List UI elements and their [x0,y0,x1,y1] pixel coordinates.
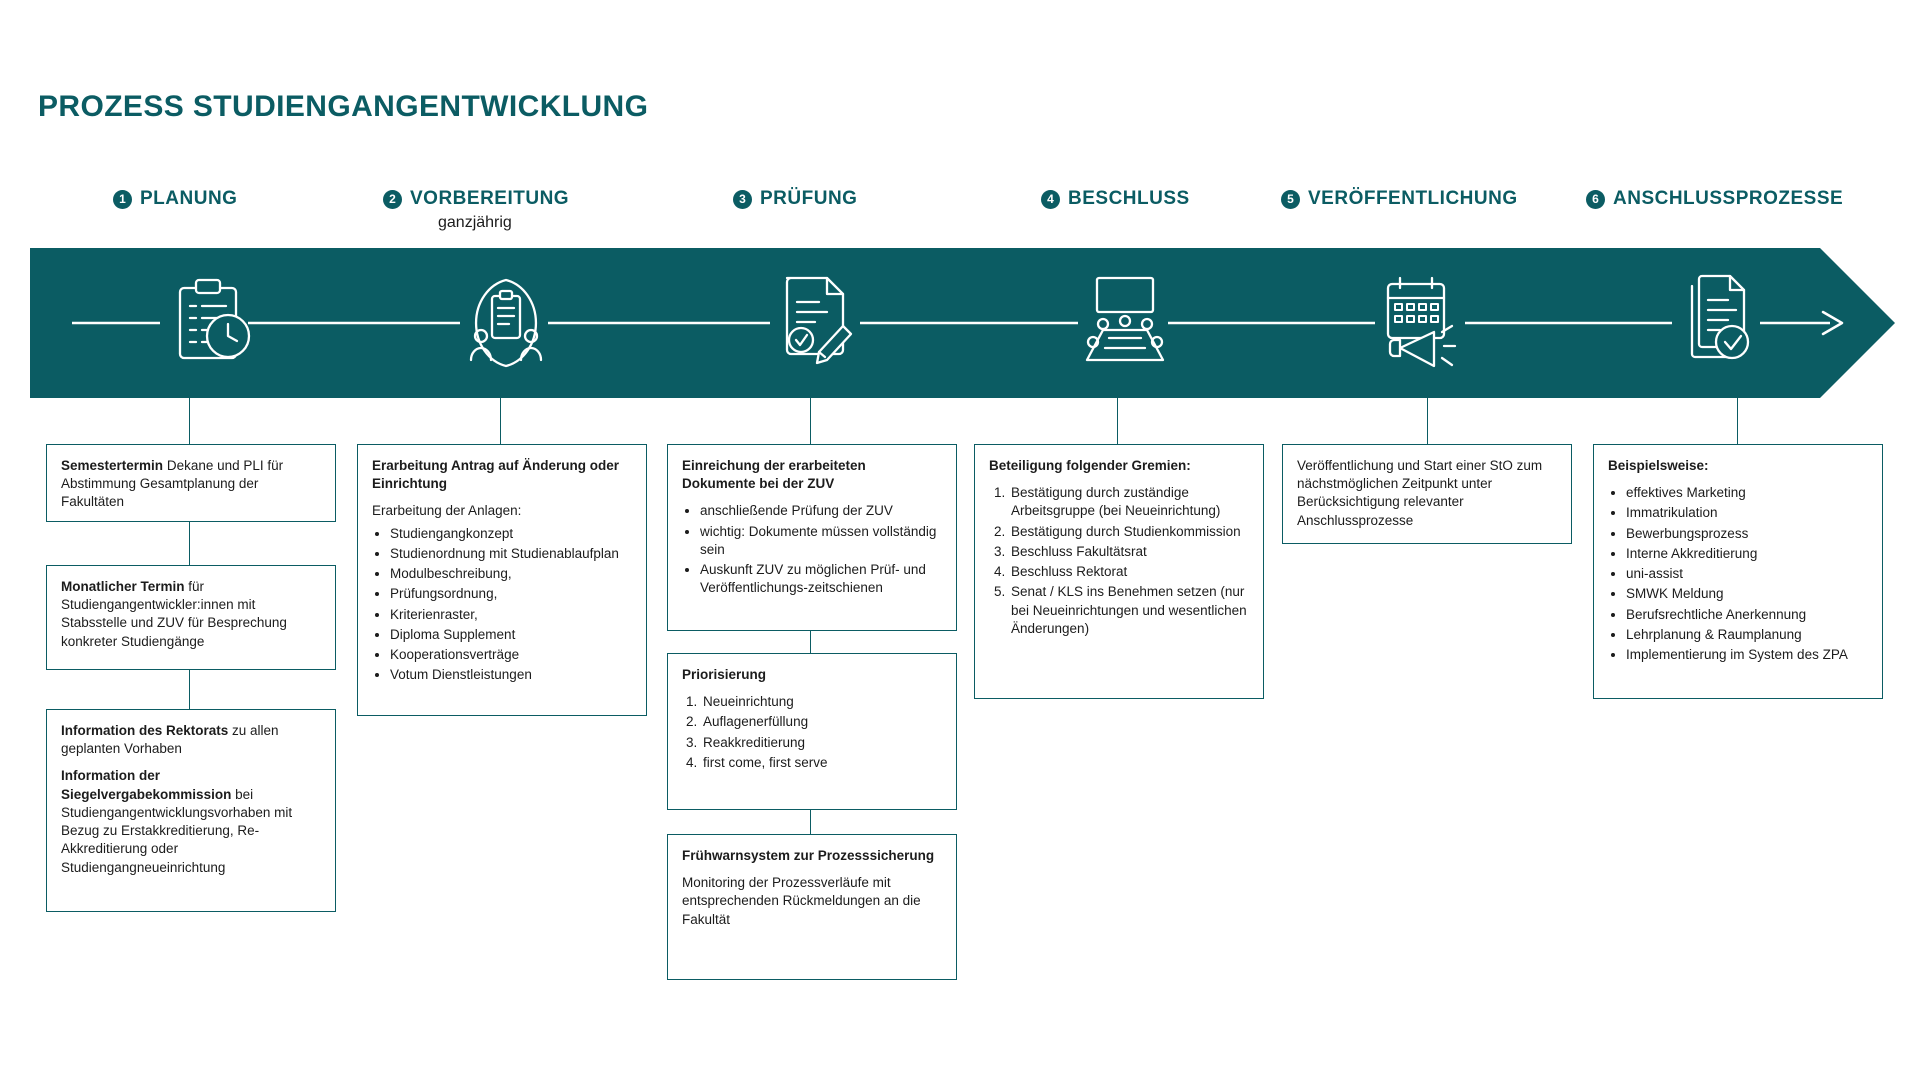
phase-number-badge: 4 [1041,190,1060,209]
phase-header-6 [1586,188,1843,210]
box-body-text: zu allen geplanten Vorhaben [61,723,279,757]
phase-number-badge: 3 [733,190,752,209]
list-item: • Interne Akkreditierung [1626,545,1868,563]
info-box-pruefung-3 [667,834,957,980]
info-box-planung-1 [46,444,336,522]
box-heading: Beispielsweise: [1608,458,1709,473]
list-item: • wichtig: Dokumente müssen vollständig sein [700,523,942,559]
list-item: • Bewerbungsprozess [1626,525,1868,543]
list-item: 5. Senat / KLS ins Benehmen setzen (nur bei Neueinrichtungen und wesentlichen Änderungen) [1009,583,1249,638]
list-item: • Berufsrechtliche Anerkennung [1626,606,1868,624]
list-item: • Studienordnung mit Studienablaufplan [390,545,632,563]
list-item: • Modulbeschreibung, [390,565,632,583]
list-item: • Immatrikulation [1626,504,1868,522]
box-list [700,502,942,597]
info-box-beschluss-1 [974,444,1264,699]
info-box-pruefung-1 [667,444,957,631]
list-item: • Auskunft ZUV zu möglichen Prüf- und Veröffentlichungs-zeitschienen [700,561,942,597]
info-box-pruefung-2 [667,653,957,810]
list-item: • Prüfungsordnung, [390,585,632,603]
box-list [1626,484,1868,664]
phase-label: PLANUNG [140,188,238,209]
connector-line [810,810,811,834]
phase-number-badge: 5 [1281,190,1300,209]
list-item: • Votum Dienstleistungen [390,666,632,684]
list-item: • Kooperationsverträge [390,646,632,664]
box-heading: Beteiligung folgender Gremien: [989,458,1191,473]
list-item: 1. Bestätigung durch zuständige Arbeitsgruppe (bei Neueinrichtung) [1009,484,1249,520]
box-numbered-list [1009,484,1249,638]
phase-header-5 [1281,188,1518,210]
connector-line [810,631,811,653]
connector-line [1737,398,1738,444]
box-lead-text: Information der Siegelvergabekommission [61,768,232,802]
box-body-text: bei Studiengangentwicklungsvorhaben mit Bezug zu Erstakkreditierung, Re-Akkreditierung oder Studiengangneueinrichtung [61,786,293,875]
list-item: • uni-assist [1626,565,1868,583]
connector-line [810,398,811,444]
phase-header-3 [733,188,857,210]
phase-header-4 [1041,188,1190,210]
box-body-text: für Studiengangentwickler:innen mit Stabsstelle und ZUV für Besprechung konkreter Studiengänge [61,579,287,649]
box-heading: Frühwarnsystem zur Prozesssicherung [682,848,935,863]
phase-number-badge: 1 [113,190,132,209]
box-heading: Priorisierung [682,667,767,682]
list-item: • Kriterienraster, [390,606,632,624]
page-title: PROZESS STUDIENGANGENTWICKLUNG [38,90,649,123]
list-item: • SMWK Meldung [1626,585,1868,603]
process-arrow-band [30,248,1895,398]
list-item: 2. Auflagenerfüllung [701,713,942,731]
connector-line [1117,398,1118,444]
list-item: 1. Neueinrichtung [701,693,942,711]
info-box-anschlussprozesse-1 [1593,444,1883,699]
list-item: 4. first come, first serve [701,754,942,772]
phase-number-badge: 2 [383,190,402,209]
info-box-planung-3 [46,709,336,912]
phase-label: VORBEREITUNG [410,188,570,209]
box-heading: Erarbeitung Antrag auf Änderung oder Einrichtung [372,458,620,492]
phase-subtitle-2: ganzjährig [438,214,512,231]
box-heading: Einreichung der erarbeiteten Dokumente bei der ZUV [682,458,866,492]
box-lead-text: Semestertermin [61,458,164,473]
box-numbered-list [701,693,942,772]
phase-label: ANSCHLUSSPROZESSE [1613,188,1844,209]
box-list [390,525,632,685]
list-item: • Diploma Supplement [390,626,632,644]
connector-line [500,398,501,444]
box-body-text: Monitoring der Prozessverläufe mit entsprechenden Rückmeldungen an die Fakultät [682,875,921,927]
info-box-planung-2 [46,565,336,670]
list-item: 3. Reakkreditierung [701,734,942,752]
list-item: 2. Bestätigung durch Studienkommission [1009,523,1249,541]
info-box-veroeffentlichung-1 [1282,444,1572,544]
list-item: • anschließende Prüfung der ZUV [700,502,942,520]
phase-label: BESCHLUSS [1068,188,1190,209]
phase-header-1 [113,188,237,210]
box-intro-text: Erarbeitung der Anlagen: [372,503,522,519]
phase-label: PRÜFUNG [760,188,858,209]
list-item: • Lehrplanung & Raumplanung [1626,626,1868,644]
list-item: • effektives Marketing [1626,484,1868,502]
box-lead-text: Information des Rektorats [61,723,229,738]
phase-header-2 [383,188,569,210]
list-item: • Studiengangkonzept [390,525,632,543]
list-item: • Implementierung im System des ZPA [1626,646,1868,664]
connector-line [1427,398,1428,444]
box-lead-text: Monatlicher Termin [61,579,185,594]
box-body-text: Veröffentlichung und Start einer StO zum nächstmöglichen Zeitpunkt unter Berücksichtigung relevanter Anschlussprozesse [1297,458,1543,528]
list-item: 3. Beschluss Fakultätsrat [1009,543,1249,561]
list-item: 4. Beschluss Rektorat [1009,563,1249,581]
phase-number-badge: 6 [1586,190,1605,209]
phase-label: VERÖFFENTLICHUNG [1308,188,1518,209]
box-body-text: Dekane und PLI für Abstimmung Gesamtplanung der Fakultäten [61,458,284,510]
info-box-vorbereitung-1 [357,444,647,716]
